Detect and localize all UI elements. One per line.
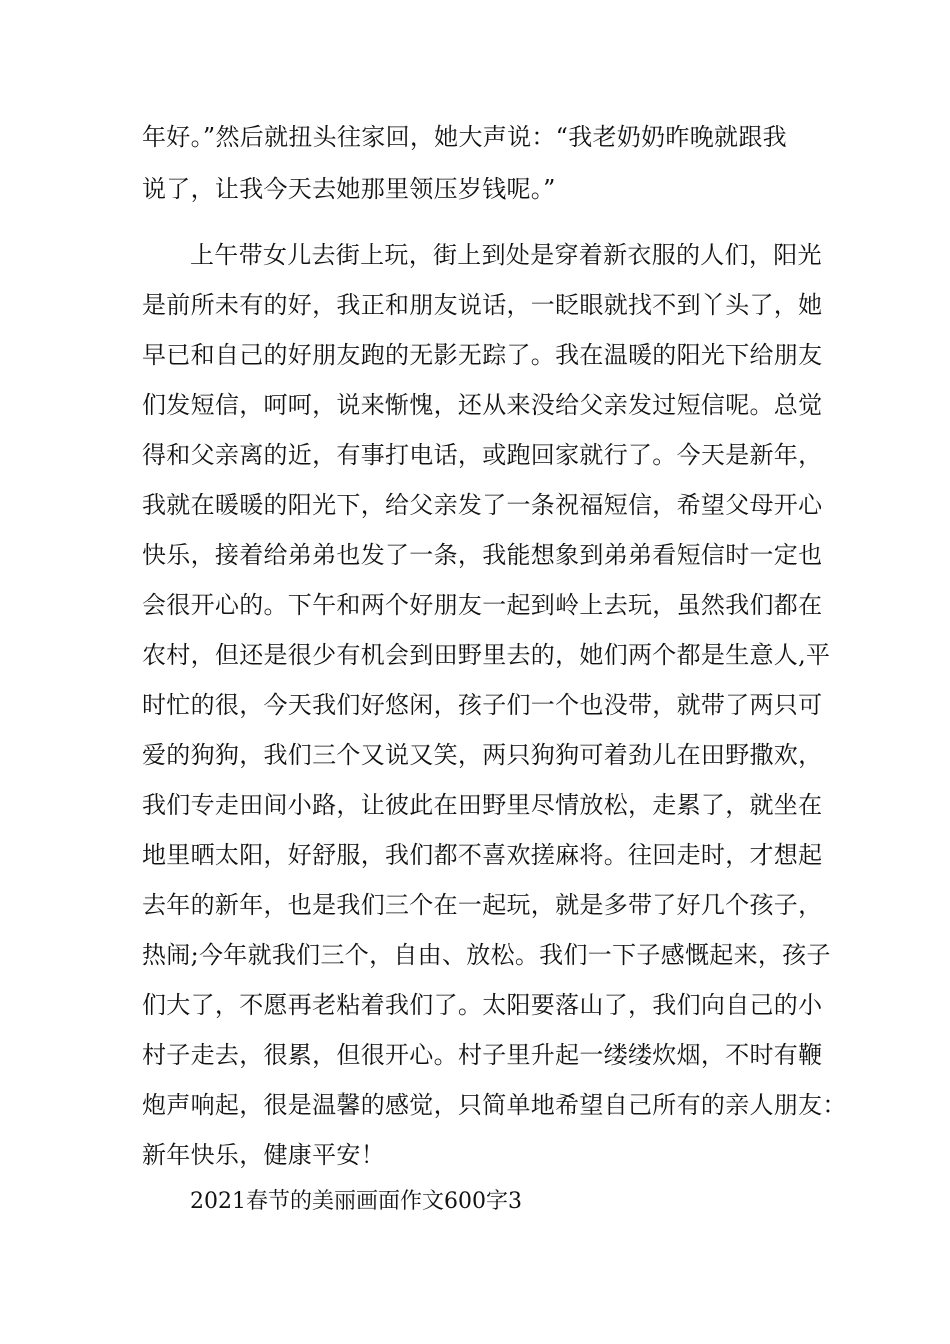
paragraph-2-line-12: 我们专走田间小路，让彼此在田野里尽情放松，走累了，就坐在	[142, 791, 823, 819]
paragraph-2-line-17: 村子走去，很累，但很开心。村子里升起一缕缕炊烟，不时有鞭	[142, 1041, 823, 1069]
paragraph-2-line-19: 新年快乐，健康平安！	[142, 1141, 385, 1169]
paragraph-2-line-2: 是前所未有的好，我正和朋友说话，一眨眼就找不到丫头了，她	[142, 291, 823, 319]
paragraph-2-line-16: 们大了，不愿再老粘着我们了。太阳要落山了，我们向自己的小	[142, 991, 823, 1019]
paragraph-2-line-13: 地里晒太阳，好舒服，我们都不喜欢搓麻将。往回走时，才想起	[142, 841, 823, 869]
paragraph-2-line-7: 快乐，接着给弟弟也发了一条，我能想象到弟弟看短信时一定也	[142, 541, 823, 569]
paragraph-2-line-15: 热闹;今年就我们三个，自由、放松。我们一下子感慨起来，孩子	[142, 941, 831, 969]
paragraph-2-line-6: 我就在暖暖的阳光下，给父亲发了一条祝福短信，希望父母开心	[142, 491, 823, 519]
paragraph-2-line-9: 农村，但还是很少有机会到田野里去的，她们两个都是生意人,平	[142, 641, 831, 669]
paragraph-2-line-14: 去年的新年，也是我们三个在一起玩，就是多带了好几个孩子，	[142, 891, 823, 919]
paragraph-2-line-3: 早已和自己的好朋友跑的无影无踪了。我在温暖的阳光下给朋友	[142, 341, 823, 369]
paragraph-2-line-8: 会很开心的。下午和两个好朋友一起到岭上去玩，虽然我们都在	[142, 591, 823, 619]
paragraph-2-line-1: 上午带女儿去街上玩，街上到处是穿着新衣服的人们，阳光	[190, 241, 822, 269]
paragraph-1-line-2: 说了，让我今天去她那里领压岁钱呢。”	[142, 175, 556, 203]
paragraph-2-line-4: 们发短信，呵呵，说来惭愧，还从来没给父亲发过短信呢。总觉	[142, 391, 823, 419]
paragraph-2-line-18: 炮声响起，很是温馨的感觉，只简单地希望自己所有的亲人朋友：	[142, 1091, 847, 1119]
paragraph-2-line-5: 得和父亲离的近，有事打电话，或跑回家就行了。今天是新年，	[142, 441, 823, 469]
section-heading: 2021春节的美丽画面作文600字3	[190, 1189, 522, 1214]
paragraph-2-line-10: 时忙的很，今天我们好悠闲，孩子们一个也没带，就带了两只可	[142, 691, 823, 719]
paragraph-2-line-11: 爱的狗狗，我们三个又说又笑，两只狗狗可着劲儿在田野撒欢，	[142, 741, 823, 769]
paragraph-1-line-1: 年好。”然后就扭头往家回，她大声说：“我老奶奶昨晚就跟我	[142, 123, 787, 151]
